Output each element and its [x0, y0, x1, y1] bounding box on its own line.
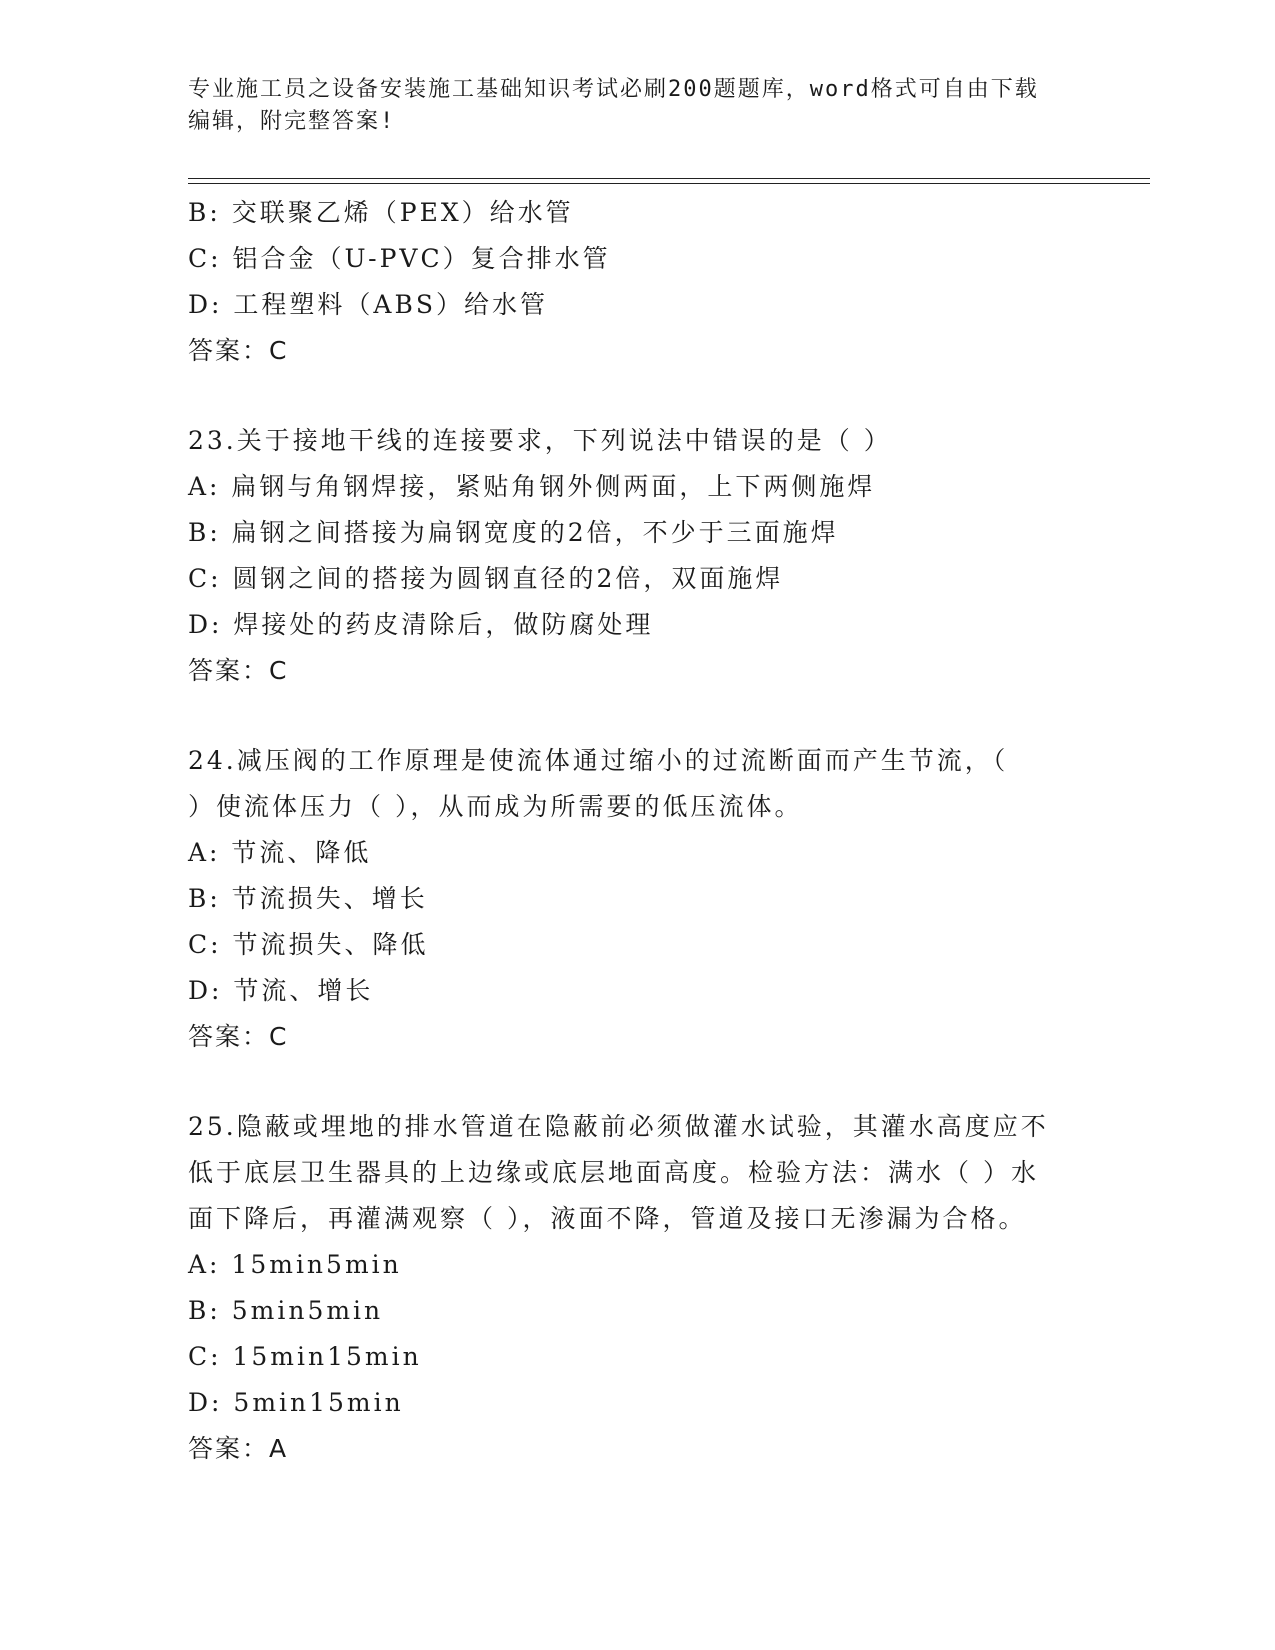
question-24-option-a: A: 节流、降低 — [188, 838, 372, 867]
question-24-stem-line-1: 24.减压阀的工作原理是使流体通过缩小的过流断面而产生节流，（ — [188, 746, 1009, 775]
question-25-option-a: A: 15min5min — [188, 1250, 402, 1279]
header-title-line-1: 专业施工员之设备安装施工基础知识考试必刷200题题库，word格式可自由下载 — [188, 77, 1039, 102]
question-24 — [188, 738, 1088, 1060]
question-23-stem: 23.关于接地干线的连接要求，下列说法中错误的是（ ） — [188, 426, 892, 455]
question-24-option-d: D: 节流、增长 — [188, 976, 374, 1005]
page-header — [188, 74, 1068, 138]
header-title-line-2: 编辑，附完整答案! — [188, 109, 396, 134]
question-25-option-b: B: 5min5min — [188, 1296, 384, 1325]
question-24-answer: 答案：C — [188, 1022, 289, 1051]
question-23-option-d: D: 焊接处的药皮清除后，做防腐处理 — [188, 610, 654, 639]
spacer — [188, 1060, 1088, 1104]
question-23-option-a: A: 扁钢与角钢焊接，紧贴角钢外侧两面，上下两侧施焊 — [188, 472, 876, 501]
header-divider-top — [188, 178, 1150, 179]
question-22-option-c: C: 铝合金（U-PVC）复合排水管 — [188, 244, 611, 273]
question-24-stem-line-2: ）使流体压力（ ），从而成为所需要的低压流体。 — [188, 792, 803, 821]
question-25-answer: 答案：A — [188, 1434, 289, 1463]
question-list — [188, 190, 1088, 1472]
question-23-answer: 答案：C — [188, 656, 289, 685]
spacer — [188, 374, 1088, 418]
question-25-stem-line-3: 面下降后，再灌满观察（ ），液面不降，管道及接口无渗漏为合格。 — [188, 1204, 1027, 1233]
question-23-option-b: B: 扁钢之间搭接为扁钢宽度的2倍，不少于三面施焊 — [188, 518, 839, 547]
header-divider-bottom — [188, 183, 1150, 184]
spacer — [188, 694, 1088, 738]
question-22-option-b: B: 交联聚乙烯（PEX）给水管 — [188, 198, 574, 227]
question-24-option-b: B: 节流损失、增长 — [188, 884, 428, 913]
question-22 — [188, 190, 1088, 374]
question-25 — [188, 1104, 1088, 1472]
question-24-option-c: C: 节流损失、降低 — [188, 930, 429, 959]
question-25-option-c: C: 15min15min — [188, 1342, 422, 1371]
question-22-option-d: D: 工程塑料（ABS）给水管 — [188, 290, 548, 319]
question-22-answer: 答案：C — [188, 336, 289, 365]
question-23-option-c: C: 圆钢之间的搭接为圆钢直径的2倍，双面施焊 — [188, 564, 784, 593]
question-25-stem-line-1: 25.隐蔽或埋地的排水管道在隐蔽前必须做灌水试验，其灌水高度应不 — [188, 1112, 1049, 1141]
question-25-stem-line-2: 低于底层卫生器具的上边缘或底层地面高度。检验方法：满水（ ）水 — [188, 1158, 1039, 1187]
question-23 — [188, 418, 1088, 694]
question-25-option-d: D: 5min15min — [188, 1388, 404, 1417]
